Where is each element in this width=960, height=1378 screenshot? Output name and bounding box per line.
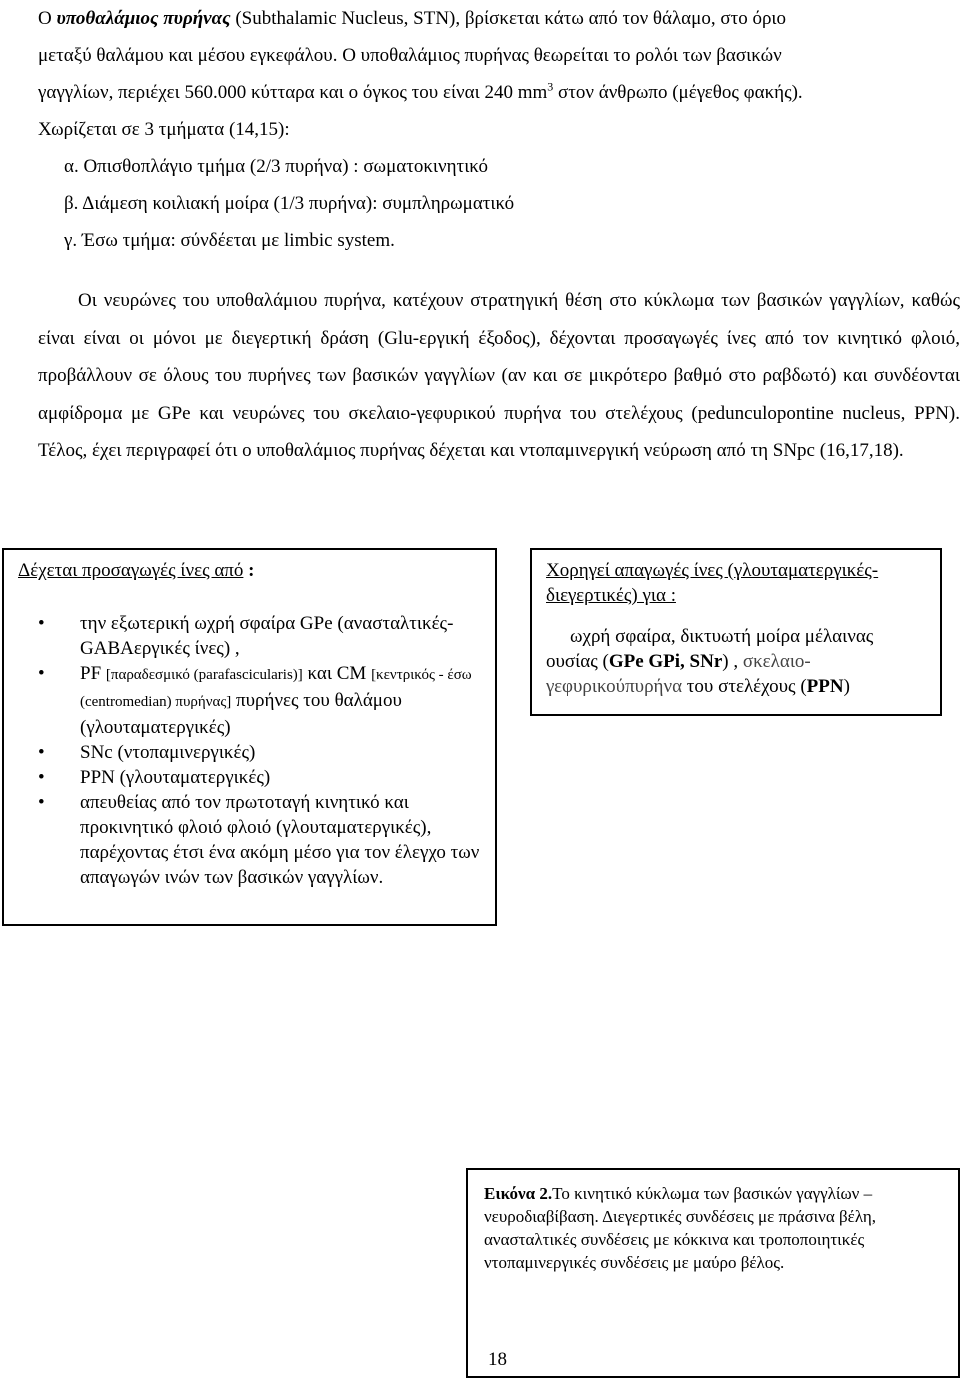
intro-text: γαγγλίων, περιέχει 560.000 κύτταρα και ο όγκος του είναι 240 mm: [38, 82, 548, 103]
bullet-icon: •: [38, 613, 45, 634]
efferents-ppn-text: σκελαιο-γεφυρικούπυρήνα: [546, 651, 811, 697]
bullet-icon: •: [38, 792, 45, 813]
list-item: [38, 790, 481, 890]
intro-line-3: [38, 74, 960, 111]
efferents-text: ) ,: [722, 651, 743, 672]
subthalamic-term: υποθαλάμιος πυρήνας: [56, 8, 231, 29]
efferents-ppn-abbrev: PPN: [806, 676, 844, 697]
afferents-heading: [18, 558, 481, 583]
list-item: [38, 765, 481, 790]
efferents-text: του στελέχους (: [682, 676, 807, 697]
afferents-heading-text: Δέχεται προσαγωγές ίνες από: [18, 560, 244, 581]
bullet-icon: •: [38, 767, 45, 788]
neurons-paragraph: Οι νευρώνες του υποθαλάμιου πυρήνα, κατέχουν στρατηγική θέση στο κύκλωμα των βασικών γαγγλίων, καθώς είναι είναι οι μόνοι με διεγερτική δράση (Glu-εργική έξοδος), δέχονται προσαγωγές ίνες από τον κινητικό φλοιό, προβάλλουν σε όλους του πυρήνες των βασικών γαγγλίων (αν και σε μικρότερο βαθμό στο ραβδωτό) και συνδέονται αμφίδρομα με GPe και νευρώνες του σκελαιο-γεφυρικού πυρήνα του στελέχους (pedunculopontine nucleus, PPN). Τέλος, έχει περιγραφεί ότι ο υποθαλάμιος πυρήνας δέχεται και ντοπαμινεργική νεύρωση από τη SNpc (16,17,18).: [38, 290, 960, 461]
page-number: 18: [488, 1349, 507, 1370]
list-item-text: PPN (γλουταματεργικές): [80, 767, 271, 788]
efferents-box: [530, 548, 942, 716]
efferents-targets: GPe GPi, SNr: [608, 651, 723, 672]
afferents-heading-colon: :: [243, 560, 255, 581]
bullet-icon: •: [38, 663, 45, 684]
caption-label: Εικόνα 2.: [484, 1184, 553, 1203]
list-item-note: [παραδεσμικό (parafascicularis)]: [105, 667, 303, 683]
list-item: [38, 661, 481, 740]
list-item-text: απευθείας από τον πρωτοταγή κινητικό και προκινητικό φλοιό φλοιό (γλουταματεργικές), παρέχοντας έτσι ένα ακόμη μέσο για τον έλεγχο των απαγωγών ινών των βασικών γαγγλίων.: [80, 792, 480, 888]
efferents-body: [546, 624, 926, 699]
list-item-text: πυρήνες του θαλάμου (γλουταματεργικές): [80, 690, 402, 738]
superscript: 3: [547, 79, 554, 94]
intro-line-1: [38, 0, 960, 37]
intro-text: στον άνθρωπο (μέγεθος φακής).: [553, 82, 803, 103]
list-item-text: την εξωτερική ωχρή σφαίρα GPe (ανασταλτικές-GABAεργικές ίνες) ,: [80, 613, 454, 659]
list-item: [38, 740, 481, 765]
intro-paragraph: [38, 0, 960, 259]
list-item-text: και CM: [302, 663, 372, 684]
list-item-note: [κεντρικός - έσω (centromedian) πυρήνας]: [80, 667, 472, 710]
efferents-text: ωχρή σφαίρα, δικτυωτή μοίρα μέλαινας ουσίας (: [546, 626, 874, 672]
efferents-text: ): [843, 676, 850, 697]
intro-text: (Subthalamic Nucleus, STN), βρίσκεται κάτω από τον θάλαμο, στο όριο: [230, 8, 787, 29]
division-item-a: α. Οπισθοπλάγιο τμήμα (2/3 πυρήνα) : σωματοκινητικό: [64, 156, 488, 177]
intro-text: Ο: [38, 8, 57, 29]
figure-caption: [466, 1168, 960, 1378]
afferents-box: [2, 548, 497, 926]
list-item-text: PF: [80, 663, 106, 684]
afferents-list: [18, 611, 481, 890]
intro-line-2: μεταξύ θαλάμου και μέσου εγκεφάλου. Ο υποθαλάμιος πυρήνας θεωρείται το ρολόι των βασικών: [38, 45, 782, 66]
intro-line-4: Χωρίζεται σε 3 τμήματα (14,15):: [38, 119, 290, 140]
division-item-b: β. Διάμεση κοιλιακή μοίρα (1/3 πυρήνα): συμπληρωματικό: [64, 193, 515, 214]
efferents-heading: Χορηγεί απαγωγές ίνες (γλουταματεργικές-διεγερτικές) για :: [546, 560, 879, 606]
bullet-icon: •: [38, 742, 45, 763]
caption-text: Το κινητικό κύκλωμα των βασικών γαγγλίων – νευροδιαβίβαση. Διεγερτικές συνδέσεις με πράσινα βέλη, ανασταλτικές συνδέσεις με κόκκινα και τροποποιητικές ντοπαμινεργικές συνδέσεις με μαύρο βέλος.: [484, 1184, 877, 1272]
list-item: [38, 611, 481, 661]
list-item-text: SNc (ντοπαμινεργικές): [80, 742, 256, 763]
division-item-c: γ. Έσω τμήμα: σύνδέεται με limbic system.: [64, 230, 395, 251]
